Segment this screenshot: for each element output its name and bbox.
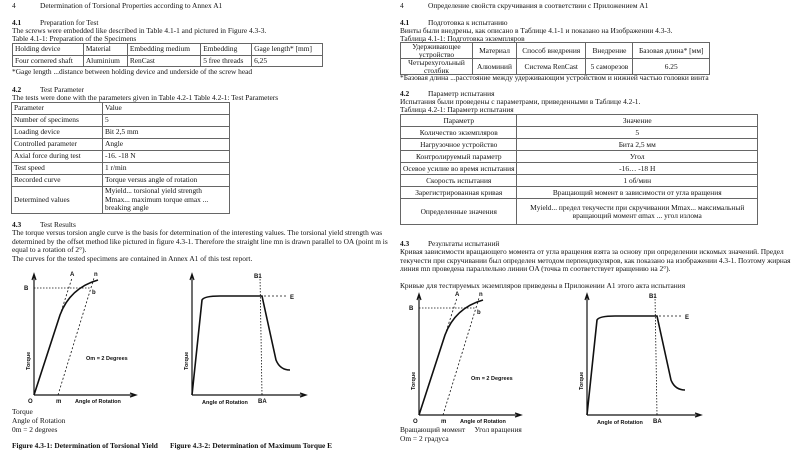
legend-torque-angle: Вращающий момент Угол вращения bbox=[400, 425, 522, 434]
table-cell: 6,25 bbox=[252, 56, 323, 67]
x-axis-label: Angle of Rotation bbox=[202, 400, 248, 406]
footnote: *Базовая длина ...расстояние между удерживающим устройством и нижней частью головки винта bbox=[400, 73, 709, 82]
table-cell: Значение bbox=[517, 115, 758, 127]
table-cell: Aluminium bbox=[83, 56, 127, 67]
table-cell: Bit 2,5 mm bbox=[103, 127, 230, 139]
table-row bbox=[13, 56, 323, 67]
table-row bbox=[12, 139, 230, 151]
table-row bbox=[12, 127, 230, 139]
section-4-1-heading: 4.1 Подготовка к испытанию bbox=[400, 18, 508, 27]
figure-label-E: E bbox=[290, 295, 295, 301]
figure-label-O: O bbox=[413, 419, 418, 425]
figure-label-b: b bbox=[477, 310, 481, 316]
paragraph: The tests were done with the parameters given in Table 4.2-1 Table 4.2-1: Test Parameters bbox=[12, 93, 279, 102]
table-header-row bbox=[13, 44, 323, 56]
table-row bbox=[401, 163, 758, 175]
x-axis bbox=[419, 413, 521, 417]
paragraph: The curves for the tested specimens are contained in Annex A1 of this test report. bbox=[12, 254, 253, 263]
figure-label-m: m bbox=[441, 419, 447, 425]
table-row bbox=[401, 151, 758, 163]
footnote: *Gage length ...distance between holding device and underside of the screw head bbox=[12, 67, 253, 76]
figure-maximum-torque bbox=[180, 270, 310, 405]
legend-angle: Angle of Rotation bbox=[12, 416, 66, 425]
paragraph: Кривая зависимости вращающего момента от угла вращения взята за основу при определении искомых значений. Предел текучести при скручивании был определен методом перпендикуляров, как показано на изображении 4.3-1. Поэтому жирная линия mn проведена параллельно линии OA (точка m соответствует вращению на 2°). bbox=[400, 247, 791, 274]
table-cell: 5 саморезов bbox=[586, 59, 633, 75]
table-cell: Determined values bbox=[12, 187, 103, 214]
x-axis-label: Angle of Rotation bbox=[597, 420, 643, 426]
table-cell: Количество экземпляров bbox=[401, 127, 517, 139]
table-cell: -16. -18 N bbox=[103, 151, 230, 163]
y-axis bbox=[417, 294, 421, 415]
figure-label-B: B bbox=[409, 306, 414, 312]
table-caption: Table 4.1-1: Preparation of the Specimens bbox=[12, 34, 137, 43]
table-cell: Recorded curve bbox=[12, 175, 103, 187]
table-row bbox=[12, 115, 230, 127]
table-cell: Угол bbox=[517, 151, 758, 163]
table-cell: Number of specimens bbox=[12, 115, 103, 127]
figure-label-O: O bbox=[28, 399, 33, 405]
figure-torsional-yield bbox=[405, 290, 525, 425]
table-cell: Удерживающее устройство bbox=[401, 43, 473, 59]
table-cell: Способ внедрения bbox=[517, 43, 586, 59]
y-axis-label: Torque bbox=[184, 351, 190, 370]
table-header-row bbox=[401, 115, 758, 127]
table-cell: Gage length* [mm] bbox=[252, 44, 323, 56]
table-cell: Myield... torsional yield strength Mmax... maximum torque αmax ... breaking angle bbox=[103, 187, 230, 214]
section-4-2-heading: 4.2 Параметр испытания bbox=[400, 89, 495, 98]
table-row bbox=[401, 139, 758, 151]
table-cell: Holding device bbox=[13, 44, 84, 56]
table-cell: Embedding bbox=[201, 44, 252, 56]
table-row bbox=[12, 163, 230, 175]
figure-label-BA: BA bbox=[653, 419, 662, 425]
table-cell: Материал bbox=[473, 43, 517, 59]
y-axis-label: Torque bbox=[411, 371, 417, 390]
paragraph: Винты были внедрены, как описано в Таблице 4.1-1 и показано на Изображении 4.3-3. bbox=[400, 26, 673, 35]
table-cell: 1 r/min bbox=[103, 163, 230, 175]
table-cell: Скорость испытания bbox=[401, 175, 517, 187]
table-cell: Axial force during test bbox=[12, 151, 103, 163]
table-cell: Бита 2,5 мм bbox=[517, 139, 758, 151]
figure-label-n: n bbox=[94, 272, 98, 278]
paragraph: The torque versus torsion angle curve is the basis for determination of the interesting values. The torsional yield strength was determined by the offset method like pictured in figure 4.3-1. Therefore the straight line mn is drawn parallel to OA (point m is equal to a rotation of 2°). bbox=[12, 228, 388, 255]
table-cell: Torque versus angle of rotation bbox=[103, 175, 230, 187]
table-header-row bbox=[401, 43, 710, 59]
legend-om: Om = 2 градуса bbox=[400, 434, 449, 443]
torque-curve bbox=[587, 316, 685, 415]
section-4-3-heading: 4.3 Результаты испытаний bbox=[400, 239, 500, 248]
table-cell: Parameter bbox=[12, 103, 103, 115]
table-cell: Angle bbox=[103, 139, 230, 151]
figure-label-A: A bbox=[70, 272, 75, 278]
test-parameters-table bbox=[11, 102, 230, 214]
figure-label-E: E bbox=[685, 315, 690, 321]
table-cell: Вращающий момент в зависимости от угла вращения bbox=[517, 187, 758, 199]
section-4-1-heading: 4.1 Preparation for Test bbox=[12, 18, 99, 27]
paragraph: The screws were embedded like described in Table 4.1-1 and pictured in Figure 4.3-3. bbox=[12, 26, 267, 35]
y-axis-label: Torque bbox=[26, 351, 32, 370]
table-cell: 6.25 bbox=[633, 59, 710, 75]
section-4-3-heading: 4.3 Test Results bbox=[12, 220, 76, 229]
table-row bbox=[401, 175, 758, 187]
table-cell: 5 bbox=[517, 127, 758, 139]
table-cell: Внедрение bbox=[586, 43, 633, 59]
figure-label-A: A bbox=[455, 292, 460, 298]
figure-caption-4-3-1: Figure 4.3-1: Determination of Torsional Yield bbox=[12, 441, 158, 450]
legend-om: 0m = 2 degrees bbox=[12, 425, 58, 434]
preparation-table bbox=[12, 43, 323, 67]
y-axis bbox=[32, 274, 36, 395]
table-cell: Базовая длина* [мм] bbox=[633, 43, 710, 59]
table-cell: Test speed bbox=[12, 163, 103, 175]
table-cell: Система RenCast bbox=[517, 59, 586, 75]
section-4-2-heading: 4.2 Test Parameter bbox=[12, 85, 85, 94]
table-cell: Параметр bbox=[401, 115, 517, 127]
test-parameters-table bbox=[400, 114, 758, 225]
figure-label-BA: BA bbox=[258, 399, 267, 405]
table-row bbox=[12, 175, 230, 187]
line-mn bbox=[58, 278, 94, 395]
table-cell: Алюминий bbox=[473, 59, 517, 75]
figure-maximum-torque bbox=[575, 290, 705, 426]
x-axis bbox=[587, 413, 701, 417]
line-ba bbox=[260, 276, 262, 395]
figure-label-n: n bbox=[479, 292, 483, 298]
table-cell: Четырехугольный столбик bbox=[401, 59, 473, 75]
figure-label-b: b bbox=[92, 290, 96, 296]
torque-curve bbox=[192, 296, 290, 395]
offset-label: Om = 2 Degrees bbox=[471, 376, 513, 382]
x-axis-label: Angle of Rotation bbox=[75, 399, 121, 405]
table-row bbox=[12, 187, 230, 214]
table-cell: Embedding medium bbox=[127, 44, 200, 56]
table-cell: 5 free threads bbox=[201, 56, 252, 67]
table-cell: Four cornered shaft bbox=[13, 56, 84, 67]
table-cell: 1 об/мин bbox=[517, 175, 758, 187]
figure-torsional-yield bbox=[20, 270, 140, 405]
table-cell: Зарегистрированная кривая bbox=[401, 187, 517, 199]
torque-curve bbox=[419, 300, 483, 415]
paragraph: Кривые для тестируемых экземпляров приведены в Приложении A1 этого акта испытания bbox=[400, 281, 686, 290]
x-axis bbox=[34, 393, 136, 397]
table-cell: Controlled parameter bbox=[12, 139, 103, 151]
table-cell: Myield... предел текучести при скручивании Mmax... максимальный вращающий момент αmax ... угол излома bbox=[517, 199, 758, 225]
table-caption: Таблица 4.2-1: Параметр испытания bbox=[400, 105, 514, 114]
preparation-table bbox=[400, 42, 710, 75]
table-cell: Loading device bbox=[12, 127, 103, 139]
y-axis-label: Torque bbox=[579, 371, 585, 390]
table-cell: Нагрузочное устройство bbox=[401, 139, 517, 151]
offset-label: Om = 2 Degrees bbox=[86, 356, 128, 362]
table-cell: Осевое усилие во время испытания bbox=[401, 163, 517, 175]
table-cell: Определенные значения bbox=[401, 199, 517, 225]
line-mn bbox=[443, 298, 479, 415]
figure-label-m: m bbox=[56, 399, 62, 405]
table-cell: Контролируемый параметр bbox=[401, 151, 517, 163]
legend-torque: Torque bbox=[12, 407, 33, 416]
figure-caption-4-3-2: Figure 4.3-2: Determination of Maximum Torque E bbox=[170, 441, 333, 450]
paragraph: Испытания были проведены с параметрами, приведенными в Таблице 4.2-1. bbox=[400, 97, 641, 106]
figure-label-B: B bbox=[24, 286, 29, 292]
x-axis-label: Angle of Rotation bbox=[460, 419, 506, 425]
table-row bbox=[12, 151, 230, 163]
table-cell: RenCast bbox=[127, 56, 200, 67]
torque-curve bbox=[34, 280, 98, 395]
table-cell: Value bbox=[103, 103, 230, 115]
table-caption: Таблица 4.1-1: Подготовка экземпляров bbox=[400, 34, 525, 43]
line-ba bbox=[655, 296, 657, 415]
x-axis bbox=[192, 393, 306, 397]
table-cell: -16… -18 Н bbox=[517, 163, 758, 175]
table-cell: Material bbox=[83, 44, 127, 56]
table-row bbox=[401, 127, 758, 139]
table-cell: 5 bbox=[103, 115, 230, 127]
section-4-heading: 4 Определение свойств скручивания в соответствии с Приложением A1 bbox=[400, 1, 649, 10]
table-row bbox=[401, 199, 758, 225]
table-row bbox=[401, 187, 758, 199]
figure-label-B1: B1 bbox=[649, 294, 657, 300]
figure-label-B1: B1 bbox=[254, 274, 262, 280]
table-header-row bbox=[12, 103, 230, 115]
section-4-heading: 4 Determination of Torsional Properties according to Annex A1 bbox=[12, 1, 223, 10]
